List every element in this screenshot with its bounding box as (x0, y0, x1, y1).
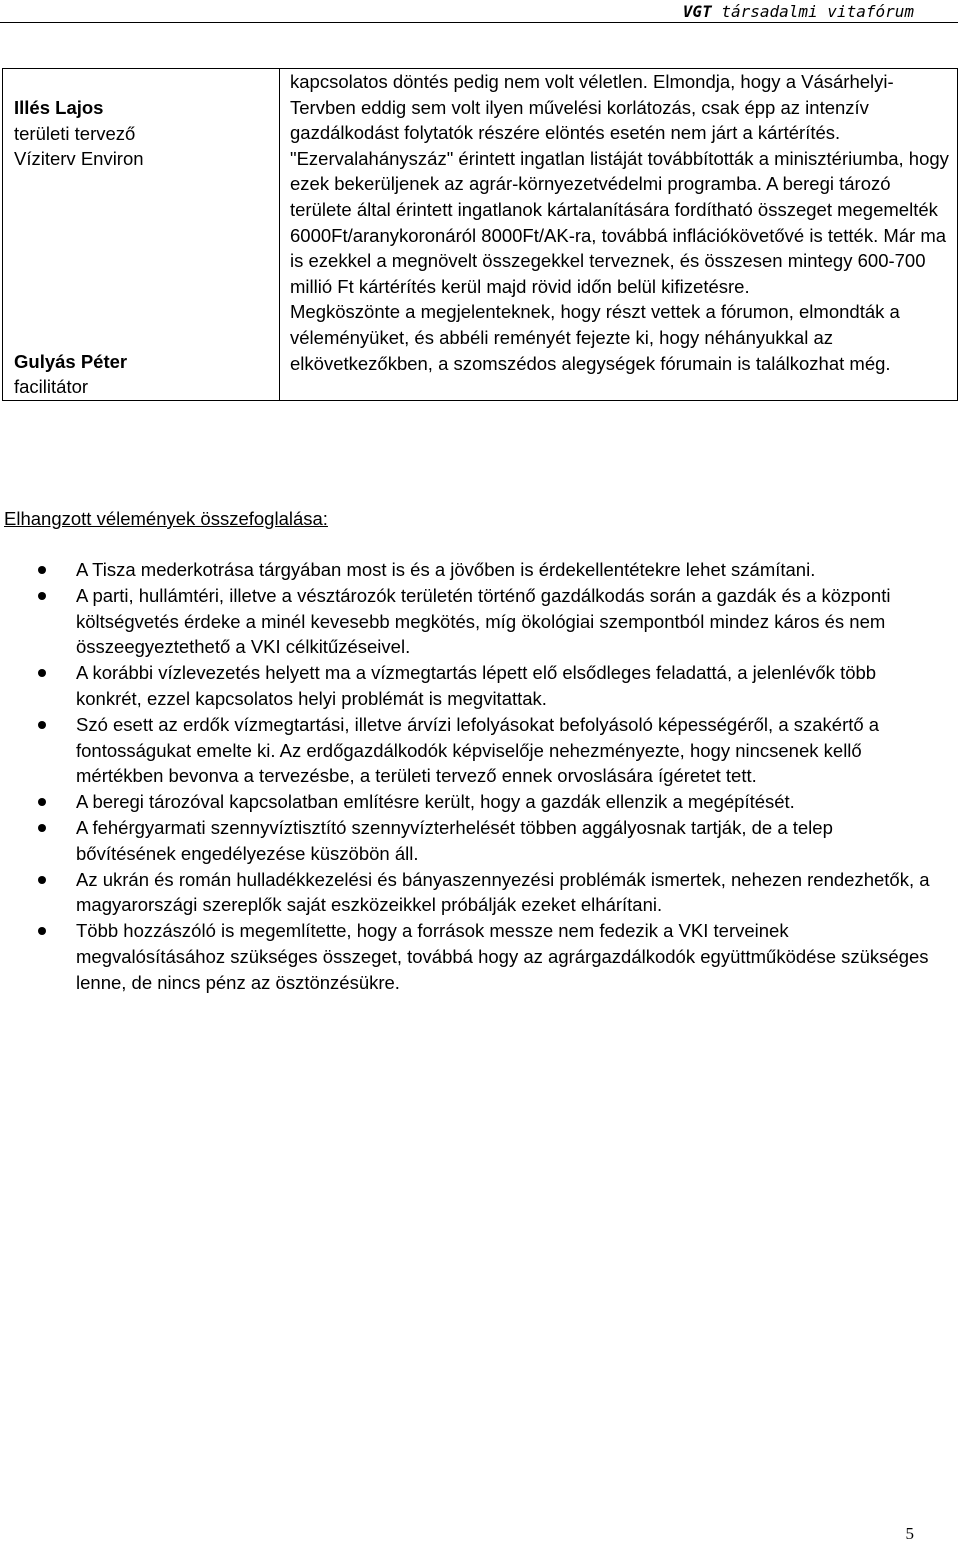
summary-heading: Elhangzott vélemények összefoglalása: (4, 508, 328, 529)
header-title (683, 2, 914, 21)
speaker-name: Gulyás Péter (14, 350, 128, 372)
bullet-icon (38, 927, 46, 935)
speaker-block-illes (14, 95, 279, 172)
bullet-icon (38, 566, 46, 574)
list-item (0, 918, 930, 995)
list-item-text: A beregi tározóval kapcsolatban említésre került, hogy a gazdák ellenzik a megépítését. (76, 791, 795, 813)
bullet-icon (38, 592, 46, 600)
header-rule (0, 22, 958, 23)
list-item-text: A Tisza mederkotrása tárgyában most is és a jövőben is érdekellentétekre lehet számítani. (76, 559, 816, 580)
bullet-icon (38, 669, 46, 677)
header-title-rest: társadalmi vitafórum (711, 2, 914, 21)
summary-list (0, 557, 930, 996)
speaker-block-gulyas (14, 349, 279, 400)
header-title-bold: VGT (682, 2, 712, 21)
page-header (0, 0, 960, 26)
page-number: 5 (905, 1524, 914, 1543)
speaker-role: facilitátor (14, 376, 89, 398)
bullet-icon (38, 721, 46, 729)
list-item (0, 583, 930, 660)
bullet-icon (38, 824, 46, 832)
list-item-text: Szó esett az erdők vízmegtartási, illetve árvízi lefolyásokat befolyásoló képességéről, a szakértő a fontosságukat emelte ki. Az erdőgazdálkodók képviselője nehezményezte, hogy nincsenek kellő mértékben bevonva a tervezésbe, a területi tervező ennek orvoslására ígéretet tett. (76, 713, 880, 787)
list-item-text: A korábbi vízlevezetés helyett ma a vízmegtartás lépett elő elsődleges feladattá, a jelenlévők több konkrét, ezzel kapcsolatos helyi problémát is megvitattak. (76, 662, 877, 709)
bullet-icon (38, 876, 46, 884)
minutes-table (2, 68, 958, 401)
bullet-icon (38, 798, 46, 806)
speaker-name: Illés Lajos (14, 97, 104, 118)
list-item-text: A parti, hullámtéri, illetve a vésztározók területén történő gazdálkodás során a gazdák és a központi költségvetés érdeke a minél kevesebb megkötés, míg ökológiai szempontból mindez káros és nem összeegyeztethető a VKI célkitűzéseivel. (76, 584, 891, 658)
list-item-text: A fehérgyarmati szennyvíztisztító szennyvízterhelését többen aggályosnak tartják, de a telep bővítésének engedélyezése küszöbön áll. (76, 816, 833, 864)
speaker-org: Víziterv Environ (14, 148, 144, 170)
list-item (0, 557, 930, 583)
list-item (0, 712, 930, 789)
speaker-role: területi tervező (14, 122, 136, 144)
minutes-row (3, 69, 958, 401)
list-item (0, 660, 930, 712)
statement-paragraph: kapcsolatos döntés pedig nem volt véletlen. Elmondja, hogy a Vásárhelyi-Tervben eddig sem volt ilyen művelési korlátozás, csak épp az intenzív gazdálkodást folytatók részére elöntés esetén nem járt a kártérítés. "Ezervalahányszáz" érintett ingatlan listáját továbbították a minisztériumba, hogy ezek bekerüljenek az agrár-környezetvédelmi programba. A beregi tározó területe által érintett ingatlanok kártalanítására fordítható összeget megemelték 6000Ft/aranykoronáról 8000Ft/AK-ra, továbbá inflációkövetővé is tették. Már ma is ezekkel a megnövelt összegekkel terveznek, és összesen mintegy 600-700 millió Ft kártérítés kerül majd rövid időn belül kifizetésre. (290, 71, 949, 297)
list-item-text: Több hozzászóló is megemlítette, hogy a források messze nem fedezik a VKI terveinek megvalósításához szükséges összeget, továbbá hogy az agrárgazdálkodók együttműködése szükséges lenne, de nincs pénz az ösztönzésükre. (76, 920, 929, 993)
statement-paragraph: Megköszönte a megjelenteknek, hogy részt vettek a fórumon, elmondták a véleményüket, és abbéli reményét fejezte ki, hogy néhányukkal az elkövetkezőkben, a szomszédos alegységek fórumain is találkozhat még. (290, 301, 900, 374)
list-item-text: Az ukrán és román hulladékkezelési és bányaszennyezési problémák ismertek, nehezen rendezhetők, a magyarországi szereplők saját eszközeikkel próbálják ezeket elhárítani. (76, 868, 930, 916)
statement-column (280, 69, 958, 401)
list-item (0, 867, 930, 919)
speaker-column (3, 69, 280, 401)
list-item (0, 815, 930, 867)
list-item (0, 789, 930, 815)
